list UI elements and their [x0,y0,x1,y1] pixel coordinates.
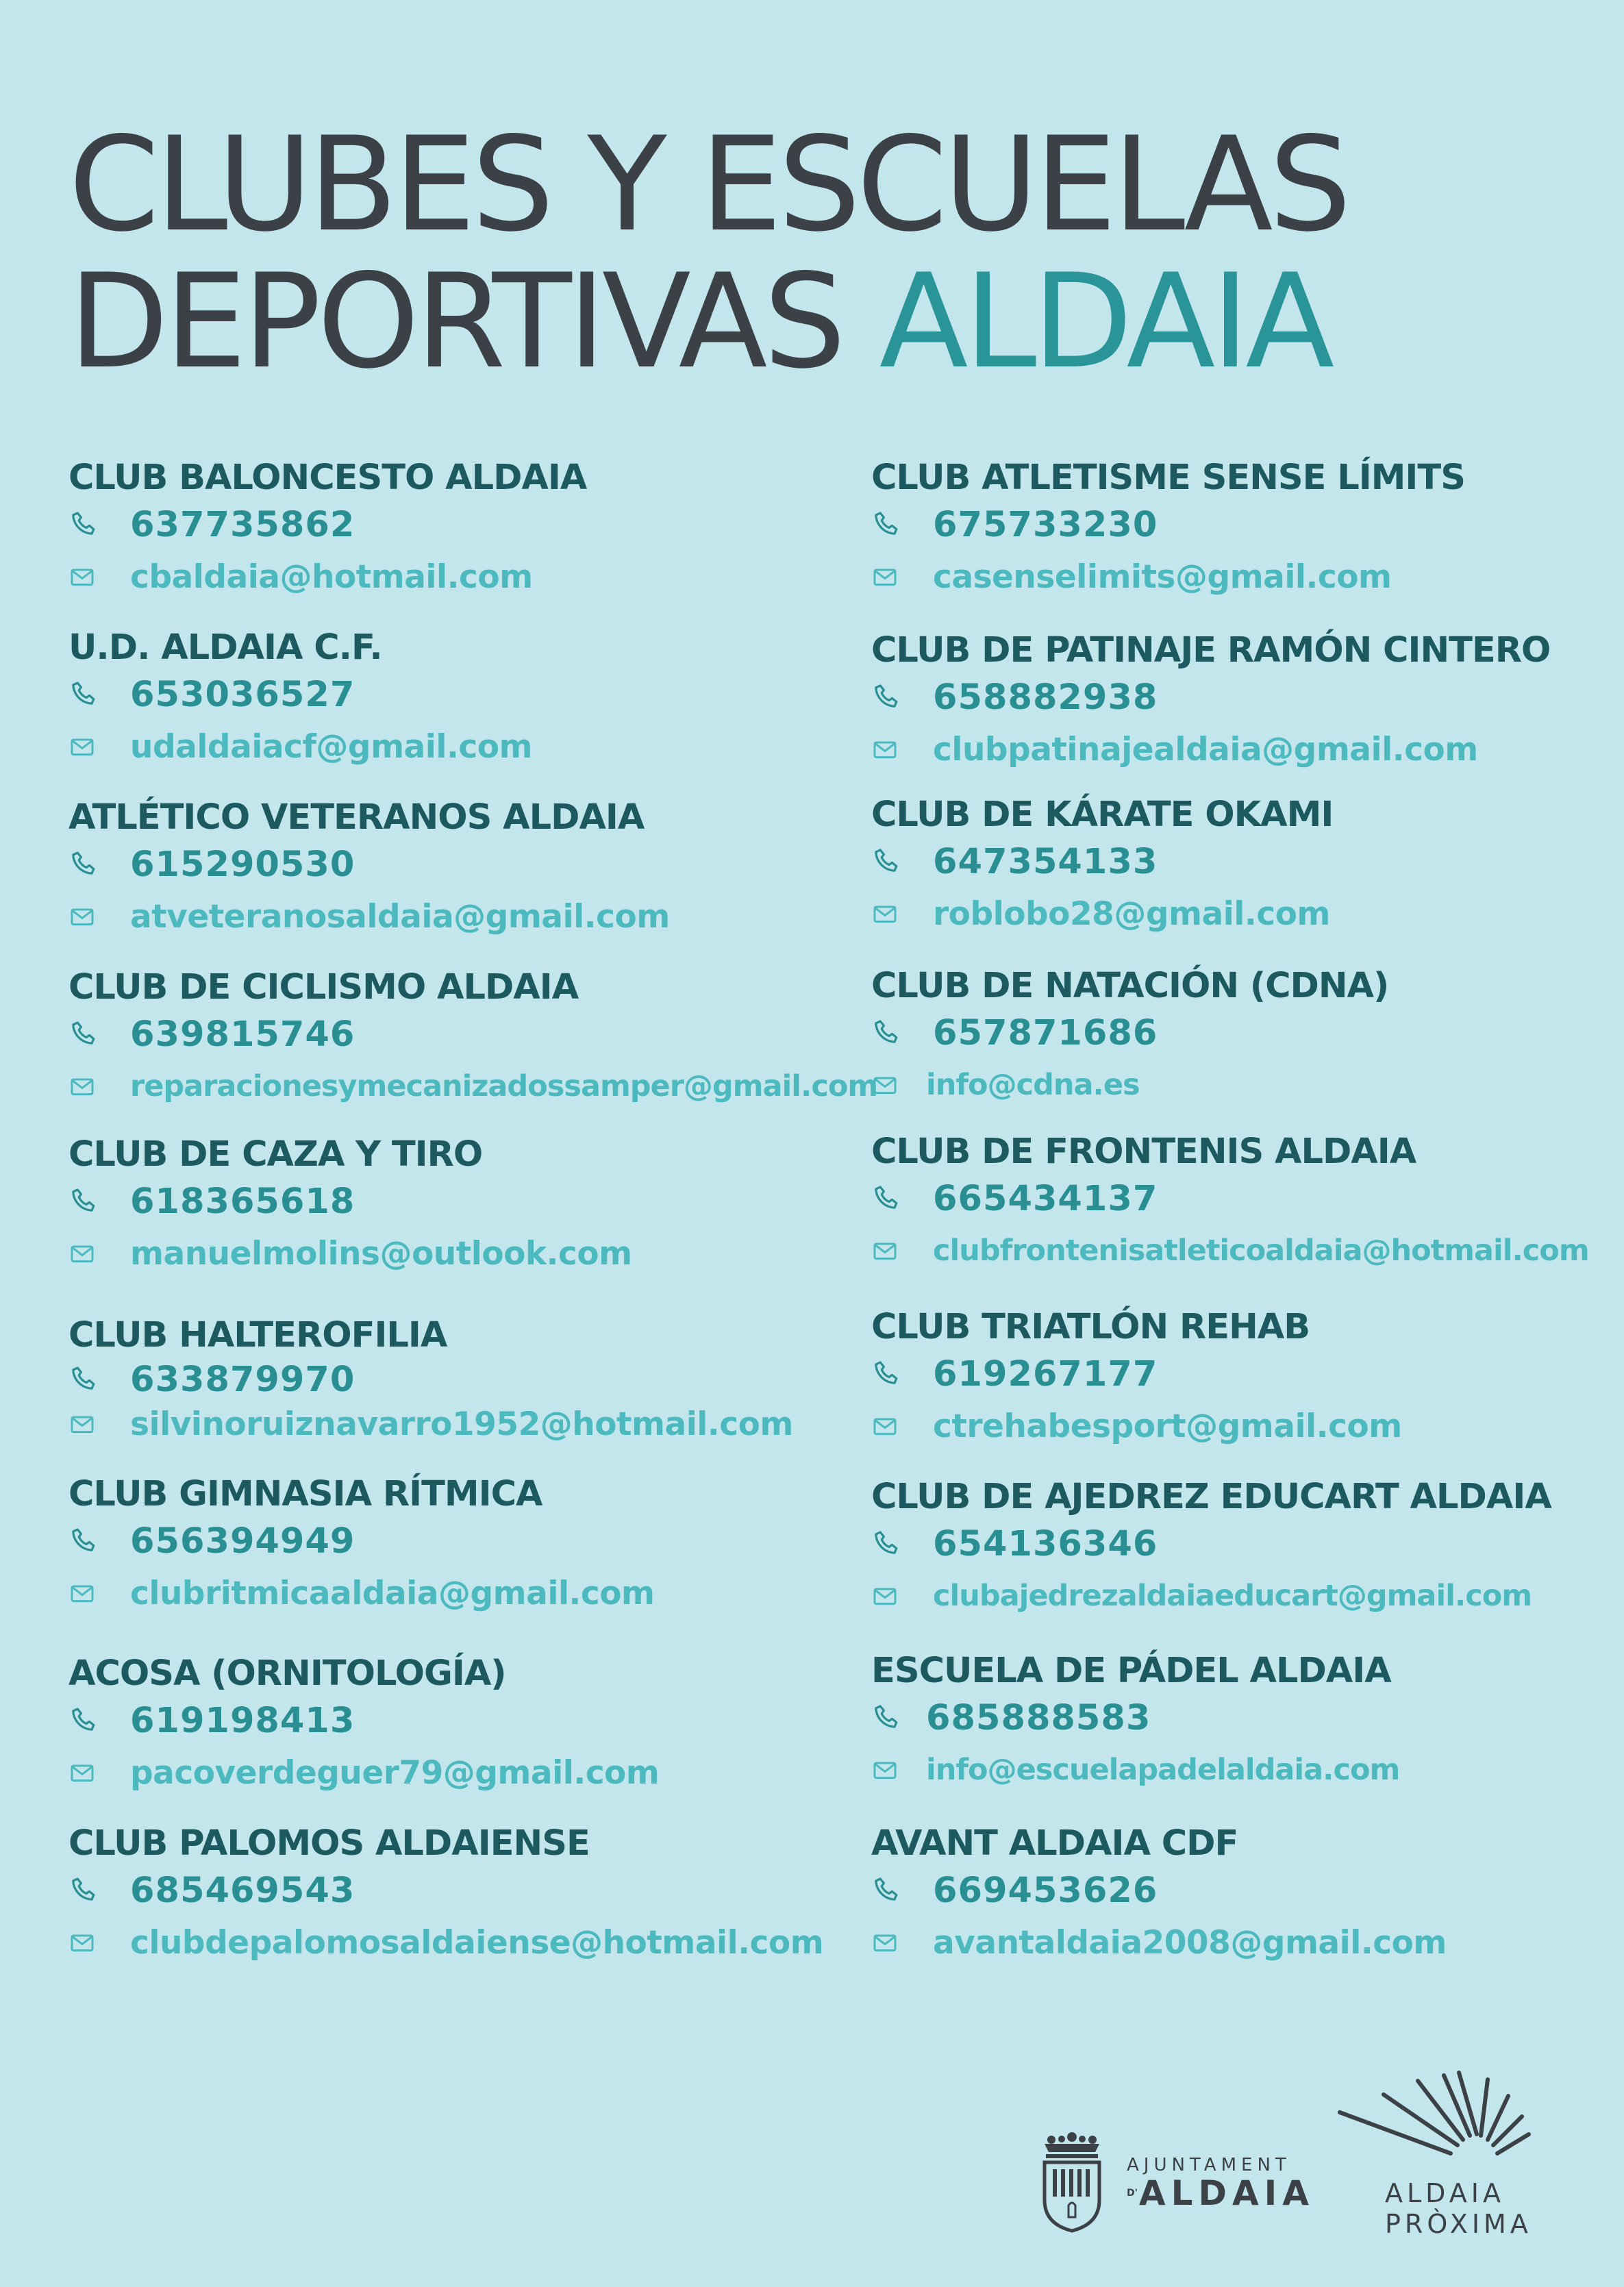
envelope-icon [68,551,130,603]
phone-icon [871,1692,926,1744]
title-line-2: DEPORTIVAS [68,246,842,397]
club-name: ESCUELA DE PÁDEL ALDAIA [871,1651,1391,1691]
email-link[interactable]: ctrehabesport@gmail.com [933,1407,1402,1445]
email-link[interactable]: silvinoruiznavarro1952@hotmail.com [130,1405,793,1443]
club-entry [871,795,1333,940]
phone-number[interactable]: 657871686 [933,1012,1158,1053]
phone-icon [871,1864,933,1916]
envelope-icon [68,1747,130,1799]
envelope-icon [871,1225,933,1277]
phone-number[interactable]: 619267177 [933,1353,1158,1395]
email-link[interactable]: atveteranosaldaia@gmail.com [130,897,670,936]
club-name: CLUB DE NATACIÓN (CDNA) [871,966,1389,1006]
club-entry [68,458,586,603]
phone-number[interactable]: 615290530 [130,844,355,885]
email-link[interactable]: casenselimits@gmail.com [933,558,1392,596]
club-name: CLUB DE FRONTENIS ALDAIA [871,1132,1416,1172]
envelope-icon [68,1227,130,1279]
envelope-icon [68,890,130,942]
email-link[interactable]: clubritmicaaldaia@gmail.com [130,1574,655,1612]
phone-icon [68,1515,130,1567]
club-name: CLUB GIMNASIA RÍTMICA [68,1474,542,1514]
phone-icon [68,1008,130,1060]
club-name: CLUB BALONCESTO ALDAIA [68,458,587,498]
page-title [68,109,1348,397]
phone-number[interactable]: 685888583 [926,1697,1151,1738]
phone-icon [68,499,130,551]
envelope-icon [871,1570,933,1622]
ajuntament-town [1127,2175,1314,2211]
ajuntament-label: AJUNTAMENT [1127,2155,1291,2175]
email-link[interactable]: reparacionesymecanizadossamper@gmail.com [130,1069,878,1103]
envelope-icon [68,1398,130,1450]
envelope-icon [68,1060,130,1112]
coat-of-arms-icon [1038,2132,1106,2234]
phone-icon [871,836,933,888]
club-name: U.D. ALDAIA C.F. [68,627,382,668]
title-line-1: CLUBES Y ESCUELAS [68,109,1348,260]
phone-icon [871,499,933,551]
phone-number[interactable]: 654136346 [933,1523,1158,1564]
phone-number[interactable]: 665434137 [933,1178,1158,1219]
envelope-icon [871,1916,933,1969]
phone-icon [871,1007,933,1059]
phone-number[interactable]: 637735862 [130,504,355,545]
ajuntament-name: ALDAIA [1138,2173,1314,2213]
envelope-icon [871,888,933,940]
sunrise-rays-icon [1336,2069,1555,2171]
phone-icon [68,1175,130,1227]
envelope-icon [68,1916,130,1969]
club-entry [68,797,670,942]
club-entry [871,966,1388,1111]
email-link[interactable]: udaldaiacf@gmail.com [130,727,532,766]
phone-number[interactable]: 658882938 [933,677,1158,718]
email-link[interactable]: manuelmolins@outlook.com [130,1234,632,1273]
email-link[interactable]: roblobo28@gmail.com [933,895,1330,933]
ajuntament-logo [1038,2132,1314,2234]
club-entry [871,1651,1399,1796]
club-entry [68,627,532,773]
email-link[interactable]: clubdepalomosaldaiense@hotmail.com [130,1923,824,1962]
phone-number[interactable]: 656394949 [130,1521,355,1562]
club-name: CLUB DE AJEDREZ EDUCART ALDAIA [871,1477,1551,1517]
club-name: CLUB PALOMOS ALDAIENSE [68,1823,590,1864]
phone-icon [871,1348,933,1400]
club-name: AVANT ALDAIA CDF [871,1823,1238,1864]
club-name: CLUB DE CAZA Y TIRO [68,1134,483,1175]
phone-number[interactable]: 685469543 [130,1870,355,1911]
club-entry [68,1823,823,1969]
club-entry [68,1653,659,1799]
envelope-icon [871,1059,926,1111]
email-link[interactable]: clubpatinajealdaia@gmail.com [933,730,1478,768]
envelope-icon [871,551,933,603]
club-name: ATLÉTICO VETERANOS ALDAIA [68,797,645,838]
email-link[interactable]: info@cdna.es [926,1068,1140,1102]
proxima-line-1: ALDAIA [1385,2178,1505,2208]
phone-number[interactable]: 633879970 [130,1359,355,1400]
phone-icon [871,1173,933,1225]
email-link[interactable]: avantaldaia2008@gmail.com [933,1923,1447,1962]
email-link[interactable]: cbaldaia@hotmail.com [130,558,533,596]
phone-number[interactable]: 647354133 [933,841,1158,882]
envelope-icon [871,1400,933,1452]
phone-icon [68,1695,130,1747]
club-name: CLUB TRIATLÓN REHAB [871,1307,1310,1347]
phone-icon [68,1864,130,1916]
email-link[interactable]: clubajedrezaldaiaeducart@gmail.com [933,1579,1532,1613]
phone-number[interactable]: 675733230 [933,504,1158,545]
envelope-icon [871,723,933,775]
phone-icon [871,671,933,723]
club-name: CLUB ATLETISME SENSE LÍMITS [871,458,1465,498]
club-entry [871,630,1550,775]
phone-icon [68,838,130,890]
title-accent: ALDAIA [879,246,1331,397]
envelope-icon [871,1744,926,1796]
envelope-icon [68,1567,130,1619]
phone-number[interactable]: 669453626 [933,1870,1158,1911]
club-entry [68,1474,655,1619]
club-entry [68,1315,793,1445]
club-name: CLUB DE KÁRATE OKAMI [871,795,1334,835]
club-entry [68,967,877,1112]
club-entry [871,1307,1402,1452]
phone-number[interactable]: 619198413 [130,1700,355,1741]
club-name: ACOSA (ORNITOLOGÍA) [68,1653,506,1694]
club-entry [68,1134,632,1279]
phone-number[interactable]: 618365618 [130,1181,355,1222]
club-name: CLUB DE PATINAJE RAMÓN CINTERO [871,630,1551,671]
email-link[interactable]: pacoverdeguer79@gmail.com [130,1753,660,1792]
club-entry [871,1132,1589,1277]
phone-icon [68,668,130,721]
email-link[interactable]: clubfrontenisatleticoaldaia@hotmail.com [933,1234,1589,1268]
phone-icon [871,1518,933,1570]
club-entry [871,1823,1447,1969]
email-link[interactable]: info@escuelapadelaldaia.com [926,1753,1400,1787]
envelope-icon [68,721,130,773]
club-name: CLUB DE CICLISMO ALDAIA [68,967,579,1008]
club-entry [871,1477,1551,1622]
ajuntament-prefix: D' [1127,2188,1138,2199]
club-name: CLUB HALTEROFILIA [68,1315,447,1355]
phone-number[interactable]: 653036527 [130,674,355,715]
proxima-line-2: PRÒXIMA [1385,2209,1532,2239]
phone-number[interactable]: 639815746 [130,1014,355,1055]
aldaia-proxima-logo [1336,2069,1555,2240]
club-entry [871,458,1465,603]
